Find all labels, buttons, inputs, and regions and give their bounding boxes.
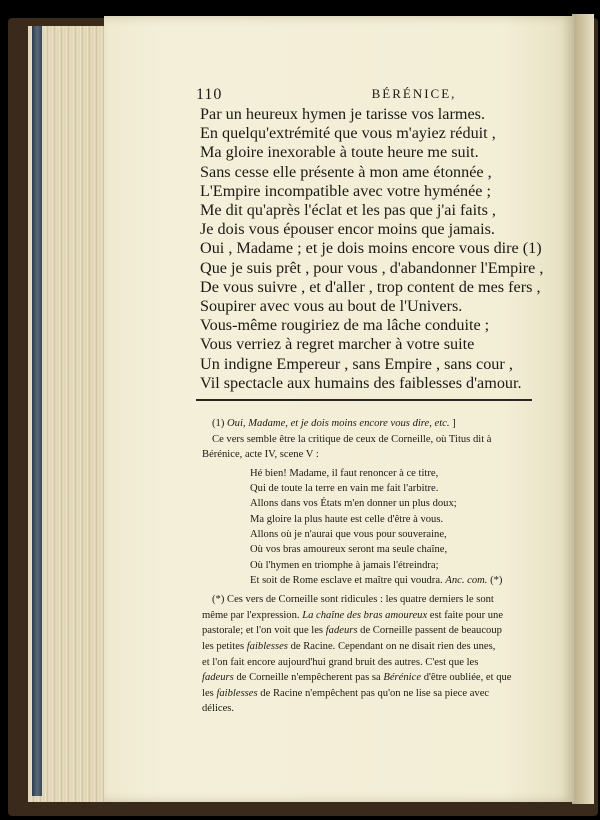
verse-line: Me dit qu'après l'éclat et les pas que j'ai faits , [200,201,496,220]
verse-line: Soupirer avec vous au bout de l'Univers. [200,297,463,316]
commentary-text: est faite pour une [429,609,504,621]
quote-line: Allons où je n'aurai que vous pour souveraine, [250,528,447,540]
quote-text: Et soit de Rome esclave et maître qui voudra. [250,574,443,586]
commentary-note [202,592,534,717]
verse-line: Vous-même rougiriez de ma lâche conduite ; [200,316,490,335]
commentary-line [202,686,534,702]
verse-line: Par un heureux hymen je tarisse vos larmes. [200,105,486,123]
footnote-rule [196,399,532,401]
running-title: BÉRÉNICE, [371,86,457,101]
footnote-text: Ce vers semble être la critique de ceux de Corneille, où Titus dit à [212,433,492,445]
commentary-text: de Racine n'empêchent pas qu'on ne lise sa piece avec [260,687,490,699]
commentary-text: les petites [202,640,245,652]
verse-line: De vous suivre , et d'aller , trop content de mes fers , [200,277,541,296]
commentary-line [202,670,534,686]
verse-line: Sans cesse elle présente à mon ame étonnée , [200,162,492,181]
commentary-text: d'être oubliée, et que [423,672,512,684]
verse-line: Oui , Madame ; et je dois moins encore vous dire (1) [200,239,542,258]
quote-line: Allons dans vos États m'en donner un plus doux; [250,498,457,510]
verse-line: Vous verriez à regret marcher à votre suite [200,335,475,354]
commentary-italic: fadeurs [202,672,234,684]
commentary-italic: faiblesses [246,640,288,652]
page-header [104,86,574,106]
verse-line: Un indigne Empereur , sans Empire , sans cour , [200,354,513,373]
bracket: ] [452,418,456,429]
quote-line: Ma gloire la plus haute est celle d'être à vous. [250,513,444,525]
marbled-edge [32,26,42,796]
verse-line: Vil spectacle aux humains des faiblesses d'amour. [200,373,522,392]
quote-line: Qui de toute la terre en vain me fait l'arbitre. [250,483,439,495]
footnote-marker: (*) [212,594,225,606]
commentary-italic: Bérénice [383,672,422,684]
footnote-citation: Oui, Madame, et je dois moins encore vous dire, etc. [227,418,450,429]
quote-line: Où l'hymen en triomphe à jamais l'étreindra; [250,559,439,571]
quote-line: Où vos bras amoureux seront ma seule chaîne, [250,544,448,556]
commentary-line [202,608,534,624]
footnote-marker: (*) [490,574,503,586]
commentary-italic: fadeurs [325,625,358,637]
verse-line: Que je suis prêt , pour vous , d'abandonner l'Empire , [200,258,544,277]
commentary-text: les [202,687,214,699]
commentary-text: même par l'expression. [202,609,300,621]
footnote-1-head [202,416,534,432]
commentary-text: de Corneille n'empêcherent pas sa [236,672,381,684]
commentary-text: de Racine. Cependant on ne disait rien des unes, [290,640,496,652]
commentary-text: de Corneille passent de beaucoup [360,625,502,637]
commentary-line [202,639,534,655]
commentary-line [202,592,534,608]
commentary-line: délices. [202,703,235,715]
verse-block [200,105,600,393]
commentary-text: Ces vers de Corneille sont ridicules : les quatre derniers le sont [227,594,494,606]
verse-line: Ma gloire inexorable à toute heure me suit. [200,143,479,162]
page-number: 110 [196,86,223,103]
commentary-text: pastorale; et l'on voit que les [202,625,324,637]
quoted-verses [250,466,534,588]
footnote-text: Bérénice, acte IV, scene V : [202,449,319,461]
footnote-marker: (1) [212,418,225,429]
commentary-line: et l'on fait encore aujourd'hui grand bruit des autres. C'est que les [202,656,479,668]
quote-signature: Anc. com. [445,574,488,586]
commentary-line [202,623,534,639]
commentary-italic: La chaîne des bras amoureux [302,609,428,621]
commentary-italic: faiblesses [216,687,258,699]
quote-line: Hé bien! Madame, il faut renoncer à ce titre, [250,467,439,479]
verse-line: En quelqu'extrémité que vous m'ayiez réduit , [200,124,496,143]
verse-line: L'Empire incompatible avec votre hyménée ; [200,181,492,200]
quote-line-last [250,573,534,588]
footnotes [202,416,534,717]
verse-line: Je dois vous épouser encor moins que jamais. [200,220,495,239]
